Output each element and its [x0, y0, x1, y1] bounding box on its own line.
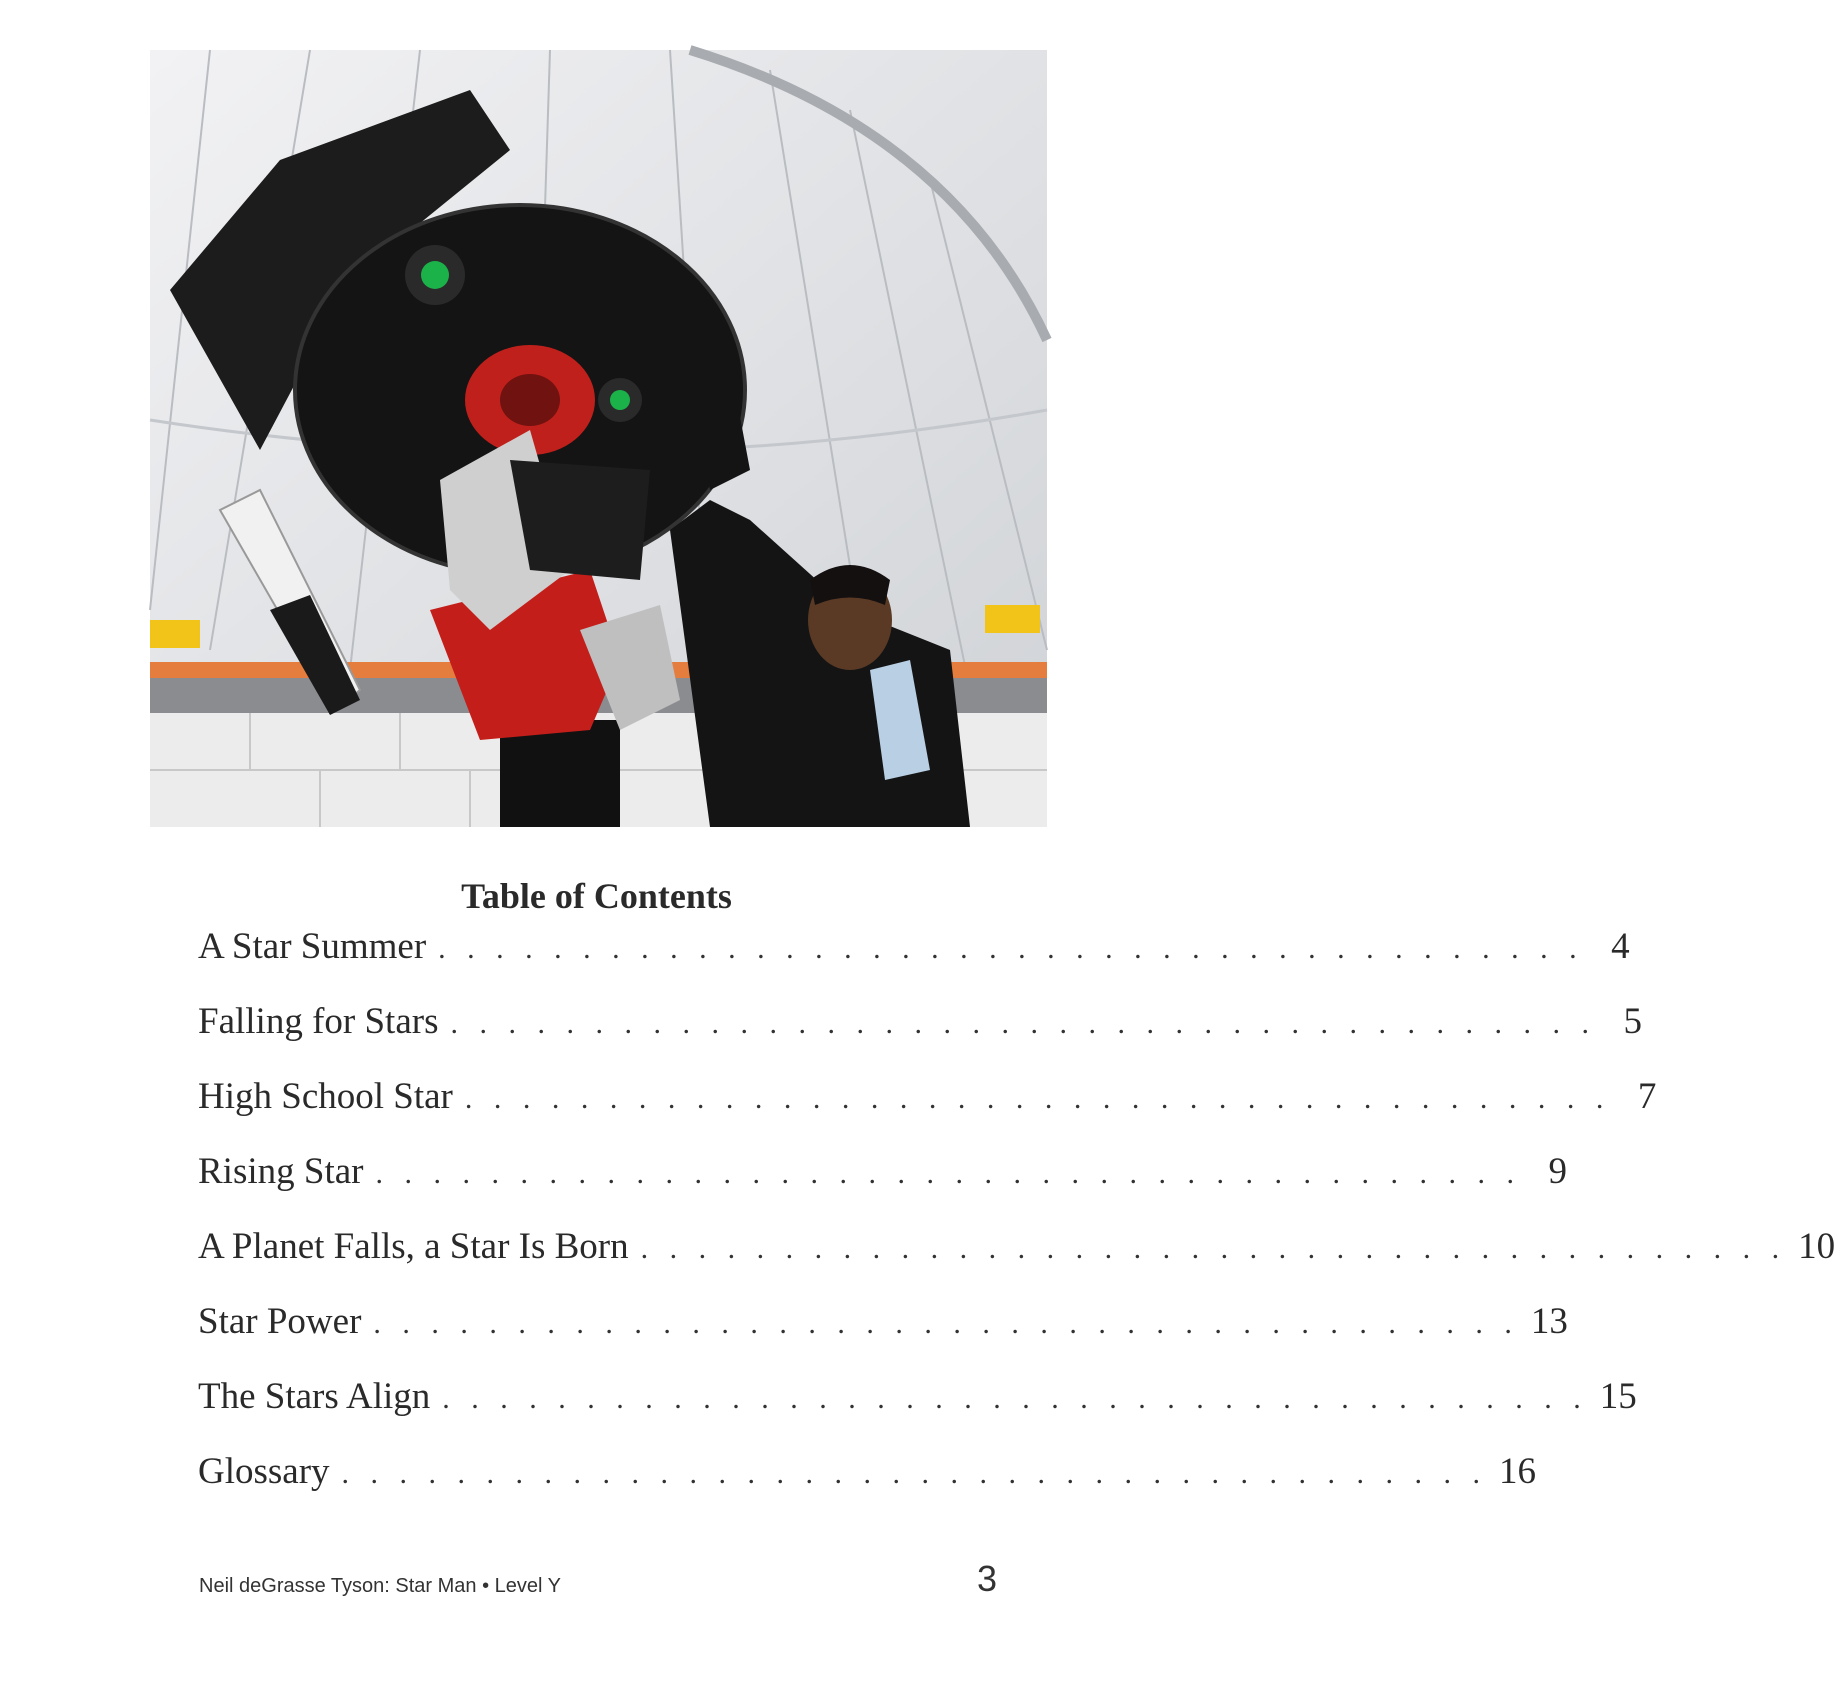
table-of-contents	[198, 925, 1835, 1525]
toc-entry-page: 9	[1548, 1151, 1567, 1192]
toc-entry[interactable]	[198, 1075, 1657, 1150]
toc-entry-label: The Stars Align	[198, 1376, 431, 1417]
toc-entry-label: High School Star	[198, 1076, 453, 1117]
toc-leader-dots: . . . . . . . . . . . . . . . . . . . . . . . . . . . . . . . . . . . . . . . .	[442, 1382, 1588, 1415]
toc-entry[interactable]	[198, 1300, 1568, 1375]
toc-entry-page: 10	[1798, 1226, 1835, 1267]
toc-entry-page: 15	[1599, 1376, 1637, 1417]
toc-entry[interactable]	[198, 1150, 1567, 1225]
toc-entry-page: 4	[1611, 926, 1630, 967]
toc-entry-label: Star Power	[198, 1301, 362, 1342]
toc-leader-dots: . . . . . . . . . . . . . . . . . . . . . . . . . . . . . . . . . . . . . . . .	[640, 1232, 1787, 1265]
toc-entry[interactable]	[198, 1225, 1835, 1300]
toc-entry-label: Rising Star	[198, 1151, 364, 1192]
toc-entry-page: 16	[1499, 1451, 1537, 1492]
footer-book-title: Neil deGrasse Tyson: Star Man • Level Y	[199, 1575, 561, 1597]
toc-leader-dots: . . . . . . . . . . . . . . . . . . . . . . . . . . . . . . . . . . . . . . . .	[375, 1157, 1521, 1190]
toc-entry-label: A Planet Falls, a Star Is Born	[198, 1226, 629, 1267]
toc-entry-page: 7	[1637, 1076, 1657, 1117]
page-number: 3	[976, 1558, 997, 1599]
toc-entry[interactable]	[198, 1375, 1637, 1450]
toc-entry-label: Falling for Stars	[198, 1001, 439, 1042]
toc-entry[interactable]	[198, 1450, 1537, 1525]
toc-entry-page: 5	[1623, 1001, 1642, 1042]
toc-leader-dots: . . . . . . . . . . . . . . . . . . . . . . . . . . . . . . . . . . . . . . . .	[450, 1007, 1596, 1040]
telescope-photo	[150, 50, 1047, 827]
toc-leader-dots: . . . . . . . . . . . . . . . . . . . . . . . . . . . . . . . . . . . . . . . .	[373, 1307, 1519, 1340]
toc-heading: Table of Contents	[461, 876, 732, 916]
toc-entry[interactable]	[198, 1000, 1642, 1075]
toc-entry[interactable]	[198, 925, 1630, 1000]
telescope-illustration	[150, 50, 1047, 827]
toc-entry-label: A Star Summer	[198, 926, 427, 967]
toc-leader-dots: . . . . . . . . . . . . . . . . . . . . . . . . . . . . . . . . . . . . . . . .	[341, 1457, 1488, 1490]
toc-entry-page: 13	[1530, 1301, 1568, 1342]
toc-leader-dots: . . . . . . . . . . . . . . . . . . . . . . . . . . . . . . . . . . . . . . . .	[464, 1082, 1611, 1115]
toc-leader-dots: . . . . . . . . . . . . . . . . . . . . . . . . . . . . . . . . . . . . . . . .	[438, 932, 1584, 965]
toc-entry-label: Glossary	[198, 1451, 330, 1492]
